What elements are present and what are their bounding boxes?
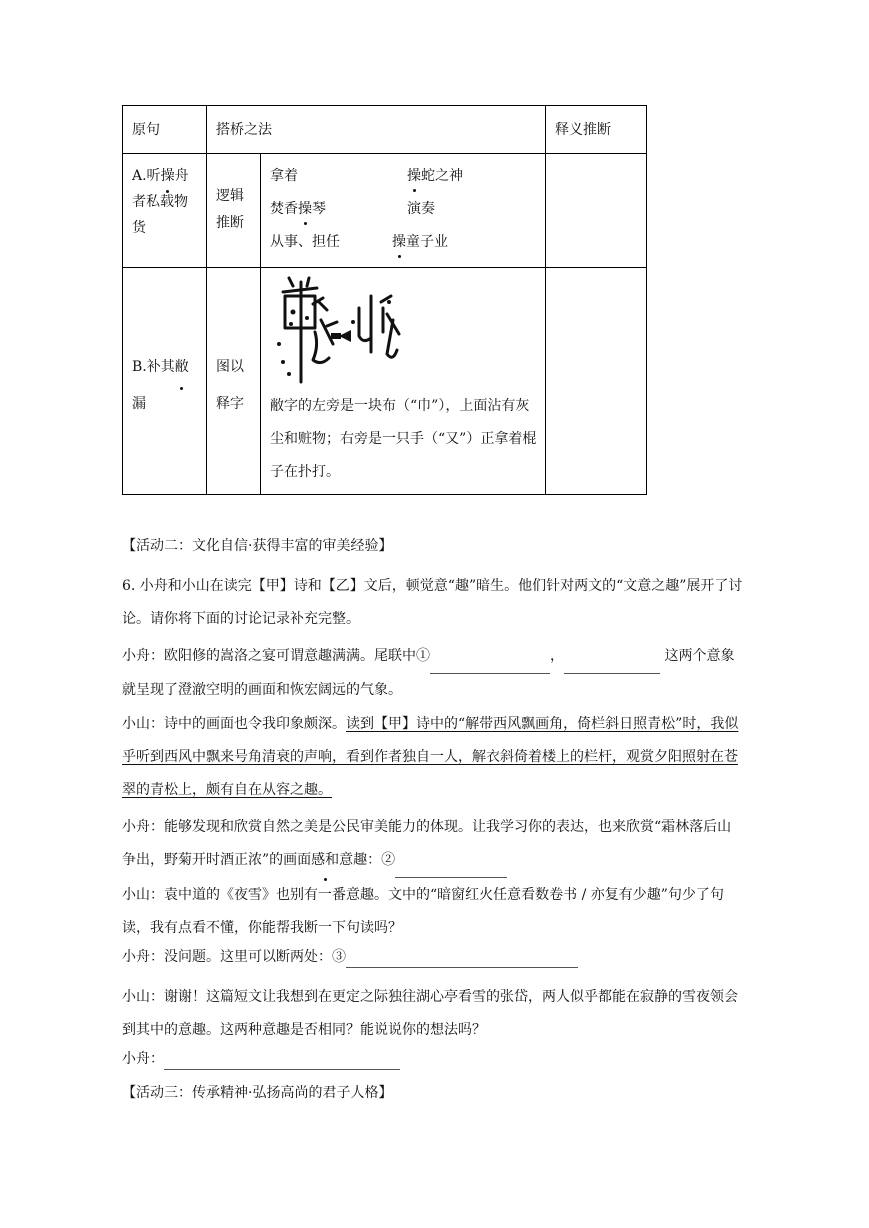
dialogue-xiaozhou-1: 小舟：欧阳修的嵩洛之宴可谓意趣满满。尾联中① ， 这两个意象就呈现了澄澈空明的画面和恢宏阔远的气象。 [122, 640, 744, 707]
row-a-sentence: A.听操舟者私载物货 [132, 163, 200, 241]
dialogue-xiaoshan-2: 小山：袁中道的《夜雪》也别有一番意趣。文中的“暗窗红火任意看数卷书 / 亦复有少趣”句少了句读，我有点看不懂，你能帮我断一下句读吗？ [122, 887, 724, 936]
emphasis-dot-char: 操 [407, 164, 421, 188]
table-inner-column-divider [260, 153, 261, 494]
ancient-character-illustration [271, 274, 411, 384]
answer-blank-3[interactable] [346, 947, 578, 968]
emphasis-dot-char: 操 [298, 197, 312, 221]
table-row-divider [123, 153, 646, 154]
option-play: 演奏 [407, 201, 435, 217]
answer-blank-4[interactable] [164, 1049, 400, 1070]
dotted-emphasis: 画面感和意趣 [283, 844, 367, 877]
emphasis-dot-char: 操 [161, 163, 175, 189]
option-snake-example: 操蛇之神 [407, 164, 463, 188]
underlined-passage: 读到【甲】诗中的“解带西风飘画角，倚栏斜日照青松”时，我似乎听到西风中飘来号角清衰的声响，看到作者独自一人，解衣斜倚着楼上的栏杆，观赏夕阳照射在苍翠的青松上，颇有自在从容之趣。 [122, 716, 739, 798]
dialogue-xiaozhou-3: 小舟：没问题。这里可以断两处：③ [122, 947, 578, 968]
row-b-explanation: 敝字的左旁是一块布（“巾”），上面沾有灰尘和赃物；右旁是一只手（“又”）正拿着棍子在扑打。 [270, 398, 537, 480]
option-engage: 从事、担任 [270, 234, 340, 250]
dialogue-xiaoshan-3: 小山：谢谢！这篇短文让我想到在更定之际独往湖心亭看雪的张岱，两人似乎都能在寂静的雪夜领会到其中的意趣。这两种意趣是否相同？能说说你的想法吗？ [122, 989, 738, 1038]
answer-marker-1: ① [416, 648, 430, 664]
dialogue-xiaozhou-4: 小舟： [122, 1049, 400, 1070]
question-6-intro: 6. 小舟和小山在读完【甲】诗和【乙】文后，顿觉意“趣”暗生。他们针对两文的“文意之趣”展开了讨论。请你将下面的讨论记录补充完整。 [122, 578, 743, 627]
activity3-heading: 【活动三：传承精神·弘扬高尚的君子人格】 [122, 1085, 393, 1101]
option-hold: 拿着 [270, 168, 298, 184]
option-qin-example: 焚香操琴 [270, 197, 326, 221]
row-a-method: 逻辑推断 [216, 188, 244, 231]
dialogue-xiaozhou-2: 小舟：能够发现和欣赏自然之美是公民审美能力的体现。让我学习你的表达，也来欣赏“霜林落后山争出，野菊开时酒正浓”的画面感和意趣：② [122, 811, 744, 878]
header-method: 搭桥之法 [216, 122, 272, 138]
option-child-example: 操童子业 [392, 230, 448, 254]
dialogue-xiaoshan-1: 小山：诗中的画面也令我印象颇深。读到【甲】诗中的“解带西风飘画角，倚栏斜日照青松”时，我似乎听到西风中飘来号角清衰的声响，看到作者独自一人，解衣斜倚着楼上的栏杆，观赏夕阳照射在苍翠的青松上，颇有自在从容之趣。 [122, 716, 739, 798]
answer-blank-2[interactable] [395, 844, 507, 878]
answer-marker-2: ② [381, 852, 396, 868]
table-row-divider [123, 267, 646, 268]
row-b-method: 图以释字 [216, 359, 244, 412]
emphasis-dot-char: 敝 [175, 349, 189, 386]
activity2-heading: 【活动二：文化自信·获得丰富的审美经验】 [122, 538, 393, 554]
answer-blank-1a[interactable] [430, 640, 550, 674]
header-inferred-meaning: 释义推断 [555, 122, 611, 138]
header-original-sentence: 原句 [132, 122, 160, 138]
vocabulary-table [122, 105, 647, 495]
table-column-divider [545, 106, 546, 494]
answer-marker-3: ③ [332, 949, 346, 965]
answer-blank-1b[interactable] [564, 640, 660, 674]
row-b-sentence: B.补其敝漏 [132, 349, 200, 423]
emphasis-dot-char: 操 [392, 230, 406, 254]
table-column-divider [206, 106, 207, 494]
